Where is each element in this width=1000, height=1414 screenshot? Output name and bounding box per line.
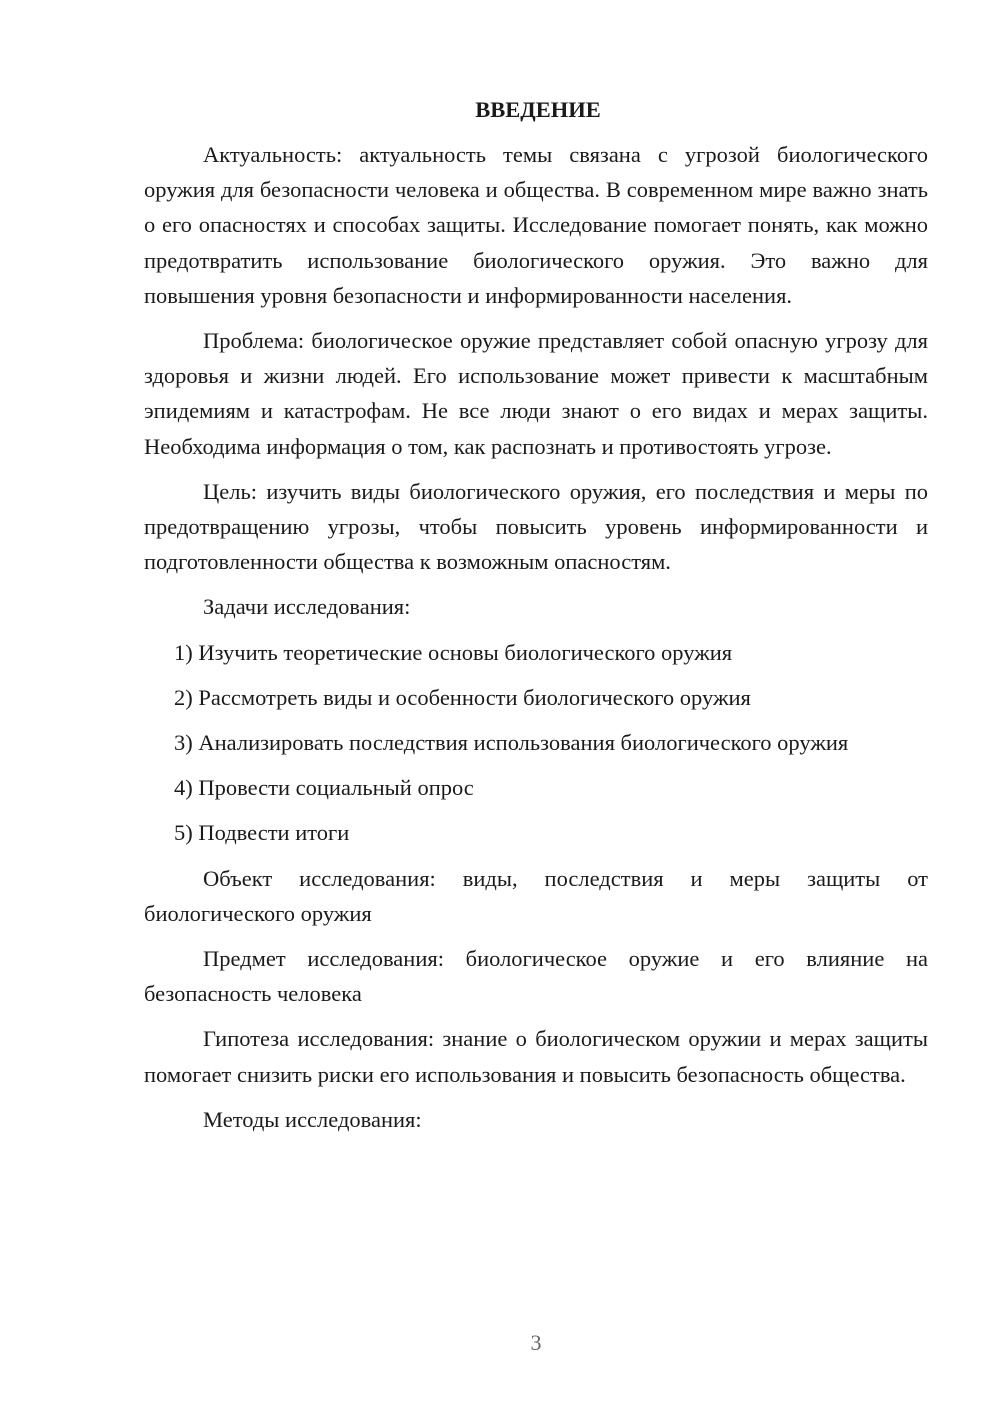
list-item: 3) Анализировать последствия использования биологического оружия xyxy=(174,730,849,756)
list-item: 4) Провести социальный опрос xyxy=(174,775,474,801)
relevance-paragraph: Актуальность: актуальность темы связана с угрозой биологического оружия для безопасности человека и общества. В современном мире важно знать о его опасностях и способах защиты. Исследование помогает понять, как можно предотвратить использование биологического оружия. Это важно для повышения уровня безопасности и информированности населения. xyxy=(144,142,928,308)
subject-paragraph: Предмет исследования: биологическое оружие и его влияние на безопасность человека xyxy=(144,946,928,1007)
methods-heading: Методы исследования: xyxy=(203,1106,422,1132)
section-title: ВВЕДЕНИЕ xyxy=(475,97,601,122)
list-item: 2) Рассмотреть виды и особенности биологического оружия xyxy=(174,684,751,710)
list-item: 1) Изучить теоретические основы биологического оружия xyxy=(174,639,733,665)
document-page xyxy=(144,92,928,1147)
hypothesis-paragraph: Гипотеза исследования: знание о биологическом оружии и мерах защиты помогает снизить риски его использования и повысить безопасность общества. xyxy=(144,1026,928,1087)
object-paragraph: Объект исследования: виды, последствия и меры защиты от биологического оружия xyxy=(144,865,928,926)
tasks-heading: Задачи исследования: xyxy=(203,594,411,620)
list-item: 5) Подвести итоги xyxy=(174,820,350,846)
page-number: 3 xyxy=(530,1330,542,1355)
tasks-list xyxy=(144,635,928,851)
goal-paragraph: Цель: изучить виды биологического оружия, его последствия и меры по предотвращению угрозы, чтобы повысить уровень информированности и подготовленности общества к возможным опасностям. xyxy=(144,478,928,575)
problem-paragraph: Проблема: биологическое оружие представляет собой опасную угрозу для здоровья и жизни людей. Его использование может привести к масштабным эпидемиям и катастрофам. Не все люди знают о его видах и мерах защиты. Необходима информация о том, как распознать и противостоять угрозе. xyxy=(144,328,928,459)
